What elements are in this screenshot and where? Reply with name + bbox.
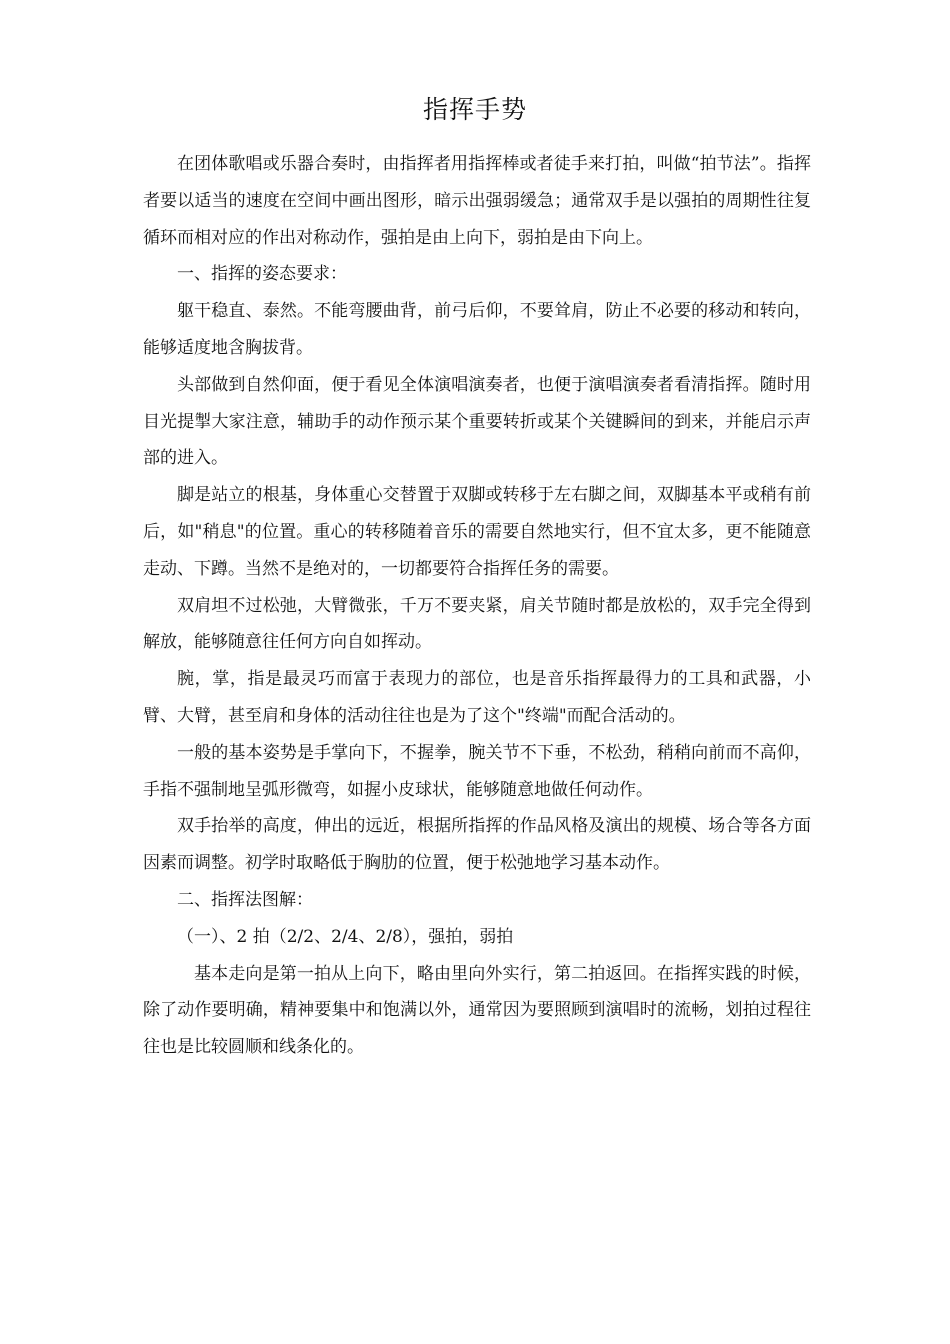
paragraph-head: 头部做到自然仰面，便于看见全体演唱演奏者，也便于演唱演奏者看清指挥。随时用目光提掣大家注意，辅助手的动作预示某个重要转折或某个关键瞬间的到来，并能启示声部的进入。: [143, 374, 811, 469]
paragraph-wrist: 腕，掌，指是最灵巧而富于表现力的部位，也是音乐指挥最得力的工具和武器，小臂、大臂，甚至肩和身体的活动往往也是为了这个"终端"而配合活动的。: [143, 669, 811, 726]
paragraph-two-beat: 基本走向是第一拍从上向下，略由里向外实行，第二拍返回。在指挥实践的时候，除了动作要明确，精神要集中和饱满以外，通常因为要照顾到演唱时的流畅，划拍过程往往也是比较圆顺和线条化的。: [143, 963, 811, 1058]
paragraph-hand-height: 双手抬举的高度，伸出的远近，根据所指挥的作品风格及演出的规模、场合等各方面因素而调整。初学时取略低于胸肋的位置，便于松弛地学习基本动作。: [143, 816, 811, 874]
subsection-heading-two-beat: （一）、2 拍（2/2、2/4、2/8），强拍，弱拍: [177, 926, 514, 947]
document-title: 指挥手势: [422, 95, 527, 124]
section-heading-diagrams: 二、指挥法图解：: [177, 889, 313, 910]
paragraph-shoulders: 双肩坦不过松弛，大臂微张，千万不要夹紧，肩关节随时都是放松的，双手完全得到解放，能够随意往任何方向自如挥动。: [143, 595, 811, 653]
paragraph-torso: 躯干稳直、泰然。不能弯腰曲背，前弓后仰，不要耸肩，防止不必要的移动和转向，能够适度地含胸拔背。: [143, 301, 811, 358]
paragraph-feet: 脚是站立的根基，身体重心交替置于双脚或转移于左右脚之间，双脚基本平或稍有前后，如"稍息"的位置。重心的转移随着音乐的需要自然地实行，但不宜太多，更不能随意走动、下蹲。当然不是绝对的，一切都要符合指挥任务的需要。: [143, 485, 811, 579]
section-heading-posture: 一、指挥的姿态要求：: [177, 264, 347, 285]
paragraph-basic-posture: 一般的基本姿势是手掌向下，不握拳，腕关节不下垂，不松劲，稍稍向前而不高仰，手指不强制地呈弧形微弯，如握小皮球状，能够随意地做任何动作。: [143, 742, 811, 800]
document-body: [143, 146, 811, 1066]
paragraph-intro: 在团体歌唱或乐器合奏时，由指挥者用指挥棒或者徒手来打拍，叫做“拍节法”。指挥者要以适当的速度在空间中画出图形，暗示出强弱缓急；通常双手是以强拍的周期性往复循环而相对应的作出对称动作，强拍是由上向下，弱拍是由下向上。: [143, 154, 811, 248]
